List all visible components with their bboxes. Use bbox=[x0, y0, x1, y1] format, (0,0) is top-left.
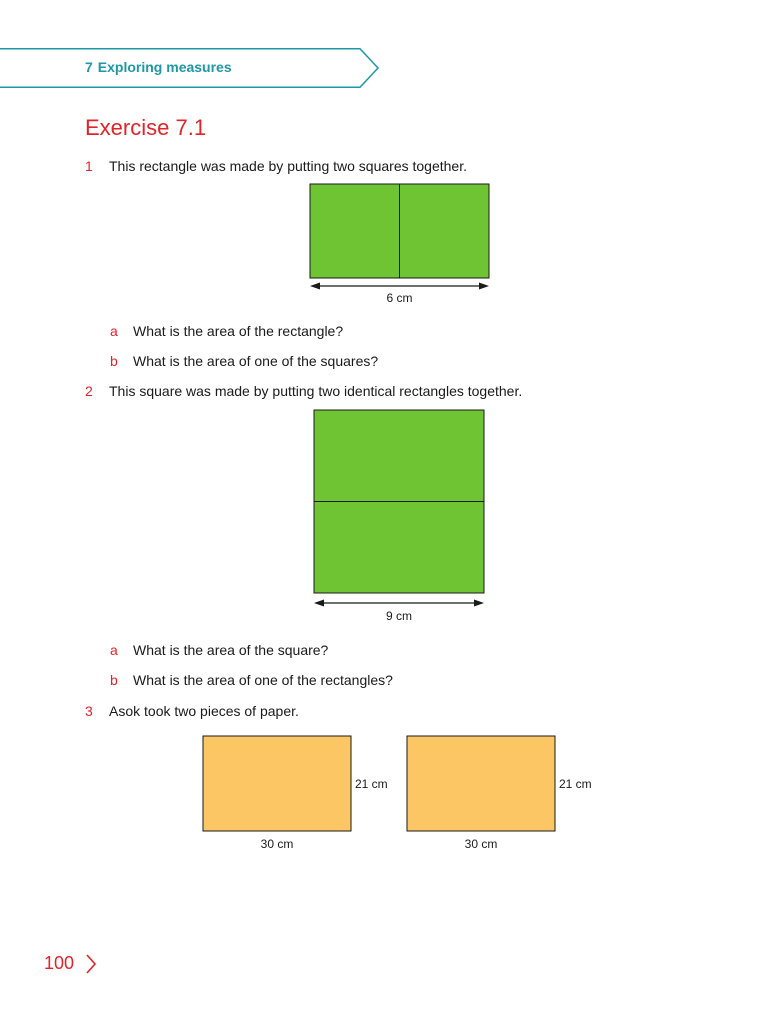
chapter-header bbox=[85, 59, 232, 75]
paper-sheet-1 bbox=[203, 736, 388, 851]
question-1b-letter: b bbox=[110, 353, 118, 369]
question-2a-text: What is the area of the square? bbox=[133, 642, 329, 658]
arrowhead-left bbox=[310, 283, 320, 290]
question-2b-letter: b bbox=[110, 672, 118, 688]
chapter-title: Exploring measures bbox=[97, 59, 232, 75]
question-3-text: Asok took two pieces of paper. bbox=[109, 703, 299, 719]
question-1-figure bbox=[300, 180, 500, 310]
question-1-number: 1 bbox=[85, 158, 93, 174]
paper-sheet-1-rect bbox=[203, 736, 351, 831]
paper-sheet-2-height-label: 21 cm bbox=[559, 777, 592, 791]
arrowhead-left bbox=[314, 600, 324, 607]
question-1a-text: What is the area of the rectangle? bbox=[133, 323, 344, 339]
question-1-text: This rectangle was made by putting two squares together. bbox=[109, 158, 467, 174]
paper-sheet-1-height-label: 21 cm bbox=[355, 777, 388, 791]
question-2-number: 2 bbox=[85, 383, 93, 399]
page-chevron-icon bbox=[84, 952, 98, 976]
exercise-title: Exercise 7.1 bbox=[85, 115, 207, 140]
paper-sheet-2-rect bbox=[407, 736, 555, 831]
arrowhead-right bbox=[474, 600, 484, 607]
chapter-number: 7 bbox=[85, 59, 93, 75]
question-2b-text: What is the area of one of the rectangles? bbox=[133, 672, 393, 688]
question-3-number: 3 bbox=[85, 703, 93, 719]
question-2-figure bbox=[300, 405, 500, 630]
paper-sheet-2 bbox=[407, 736, 592, 851]
arrowhead-right bbox=[479, 283, 489, 290]
question-2-text: This square was made by putting two identical rectangles together. bbox=[109, 383, 523, 399]
paper-sheet-1-width-label: 30 cm bbox=[260, 837, 294, 851]
page-number: 100 bbox=[44, 953, 75, 973]
question-1b-text: What is the area of one of the squares? bbox=[133, 353, 379, 369]
paper-sheet-2-width-label: 30 cm bbox=[464, 837, 498, 851]
question-1a-letter: a bbox=[110, 323, 118, 339]
question-2a-letter: a bbox=[110, 642, 118, 658]
width-label: 6 cm bbox=[386, 291, 413, 305]
width-label: 9 cm bbox=[385, 609, 413, 623]
question-3-figure bbox=[195, 730, 615, 860]
